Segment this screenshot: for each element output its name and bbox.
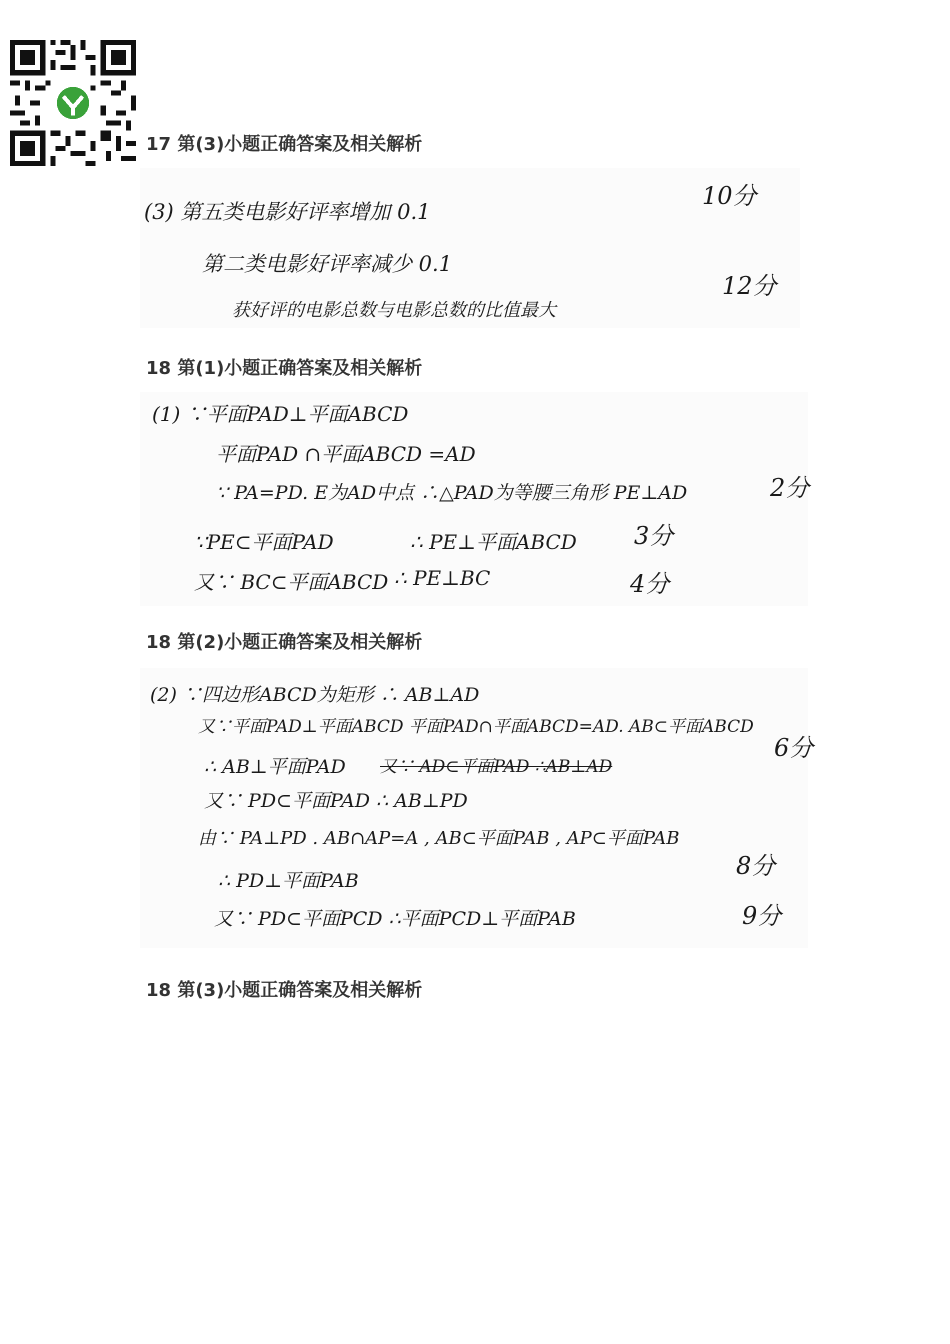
answer-line: 平面PAD ∩平面ABCD =AD <box>216 442 476 466</box>
section-heading: 17 第(3)小题正确答案及相关解析 <box>146 134 423 155</box>
answer-line: ∴ PE⊥平面ABCD <box>410 530 577 554</box>
answer-line: 获好评的电影总数与电影总数的比值最大 <box>232 300 556 321</box>
struck-answer-line: 又∵ AD⊂平面PAD ∴AB⊥AD <box>380 757 613 777</box>
answer-line: 又∵平面PAD⊥平面ABCD 平面PAD∩平面ABCD=AD. AB⊂平面ABCD <box>198 717 754 737</box>
answer-line: 由∵ PA⊥PD . AB∩AP=A , AB⊂平面PAB , AP⊂平面PAB <box>198 828 680 849</box>
handwritten-answer-scan <box>140 168 800 328</box>
answer-line: ∵ PA=PD. E为AD中点 ∴△PAD为等腰三角形 PE⊥AD <box>216 482 688 504</box>
score-mark: 9分 <box>742 902 782 930</box>
answer-line: ∴ AB⊥平面PAD <box>204 756 346 778</box>
answer-line: 又∵ PD⊂平面PAD ∴ AB⊥PD <box>204 790 468 812</box>
score-mark: 10分 <box>702 182 757 210</box>
score-mark: 4分 <box>630 570 670 598</box>
qr-code-icon <box>10 40 136 166</box>
handwritten-answer-scan <box>140 392 808 606</box>
section-heading: 18 第(2)小题正确答案及相关解析 <box>146 632 423 653</box>
score-mark: 6分 <box>774 734 814 762</box>
handwritten-answer-scan <box>140 668 814 948</box>
answer-line: (1) ∵平面PAD⊥平面ABCD <box>152 402 409 426</box>
score-mark: 3分 <box>634 522 674 550</box>
score-mark: 12分 <box>722 272 777 300</box>
answer-line: ∴ PD⊥平面PAB <box>218 870 359 892</box>
answer-line: ∴ PE⊥BC <box>394 566 491 590</box>
score-mark: 8分 <box>736 852 776 880</box>
section-heading: 18 第(3)小题正确答案及相关解析 <box>146 980 423 1001</box>
answer-line: 第二类电影好评率减少 0.1 <box>202 252 453 276</box>
answer-line: (2) ∵四边形ABCD为矩形 ∴ AB⊥AD <box>150 684 480 706</box>
answer-line: (3) 第五类电影好评率增加 0.1 <box>144 200 431 224</box>
section-heading: 18 第(1)小题正确答案及相关解析 <box>146 358 423 379</box>
answer-line: 又∵ BC⊂平面ABCD <box>194 570 389 594</box>
answer-line: ∵PE⊂平面PAD <box>194 530 334 554</box>
answer-line: 又∵ PD⊂平面PCD ∴平面PCD⊥平面PAB <box>214 908 576 930</box>
score-mark: 2分 <box>770 474 810 502</box>
